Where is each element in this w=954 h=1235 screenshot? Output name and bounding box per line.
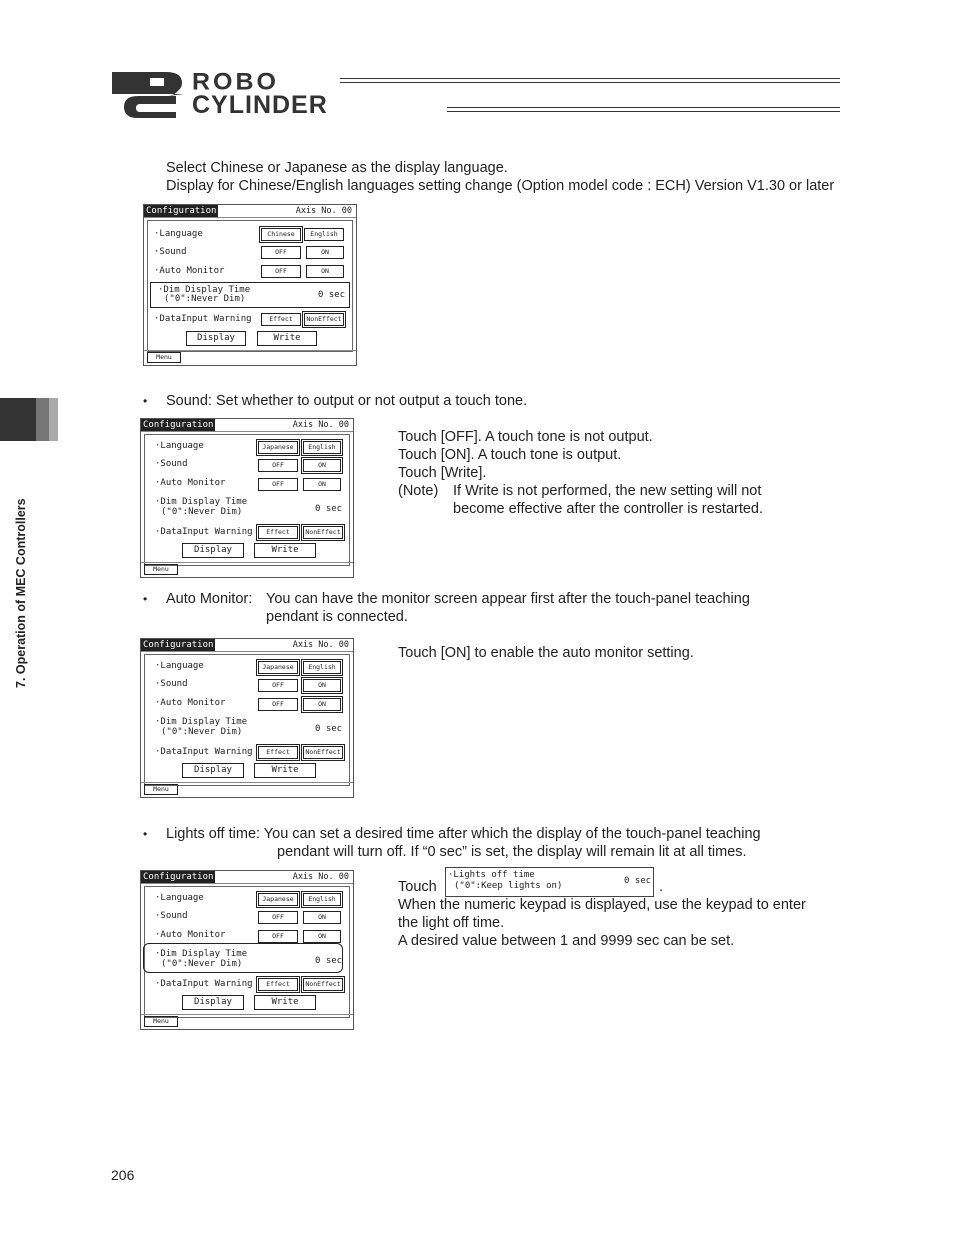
write-button[interactable]: Write (257, 331, 317, 346)
sound-label: ·Sound (155, 679, 188, 689)
header-rule (340, 82, 840, 83)
rc-logo-icon (110, 70, 190, 120)
header-rule (340, 78, 840, 79)
sound-off-button[interactable]: OFF (258, 459, 298, 472)
screen-title: Configuration (143, 640, 214, 650)
noneffect-button[interactable]: NonEffect (304, 313, 344, 326)
lights-note: When the numeric keypad is displayed, use the keypad to enter (398, 897, 806, 913)
lights-off-value: 0 sec (624, 876, 652, 886)
lights-off-label: ·Lights off time (448, 870, 535, 880)
chapter-tab-shade (36, 398, 49, 441)
language-label: ·Language (155, 441, 204, 451)
english-button[interactable]: English (304, 228, 344, 241)
config-screen-2 (140, 418, 354, 578)
auto-off-button[interactable]: OFF (258, 698, 298, 711)
dim-value: 0 sec (315, 956, 343, 966)
japanese-button[interactable]: Japanese (258, 661, 298, 674)
divider (144, 217, 356, 218)
auto-off-button[interactable]: OFF (258, 478, 298, 491)
language-label: ·Language (155, 661, 204, 671)
auto-monitor-label: ·Auto Monitor (155, 930, 226, 940)
warning-label: ·DataInput Warning (155, 527, 253, 537)
dim-label: ·Dim Display Time (155, 717, 248, 727)
auto-heading: You can have the monitor screen appear first after the touch-panel teaching (266, 591, 750, 607)
effect-button[interactable]: Effect (258, 526, 298, 539)
page-number: 206 (111, 1167, 135, 1183)
effect-button[interactable]: Effect (258, 746, 298, 759)
write-button[interactable]: Write (254, 763, 316, 778)
axis-number: Axis No. 00 (292, 420, 349, 430)
display-button[interactable]: Display (182, 543, 244, 558)
lights-note: A desired value between 1 and 9999 sec can be set. (398, 933, 735, 949)
divider (141, 883, 353, 884)
auto-heading: pendant is connected. (266, 609, 408, 625)
dim-label: ·Dim Display Time (158, 285, 251, 295)
lights-off-field[interactable] (445, 867, 654, 897)
write-button[interactable]: Write (254, 995, 316, 1010)
effect-button[interactable]: Effect (261, 313, 301, 326)
chapter-tab (0, 398, 36, 441)
header-rule (447, 111, 840, 112)
bullet: • (143, 394, 148, 408)
sound-heading: Sound: Set whether to output or not output a touch tone. (166, 393, 528, 409)
lights-heading: Lights off time: You can set a desired time after which the display of the touch-panel teaching (166, 826, 761, 842)
touch-label: Touch (398, 879, 437, 895)
warning-label: ·DataInput Warning (155, 979, 253, 989)
menu-button[interactable]: Menu (144, 784, 178, 795)
noneffect-button[interactable]: NonEffect (303, 526, 343, 539)
sound-note: Touch [Write]. (398, 465, 487, 481)
lights-note: the light off time. (398, 915, 505, 931)
intro-line: Display for Chinese/English languages setting change (Option model code : ECH) Version V1.30 or later (166, 178, 835, 194)
sound-note: become effective after the controller is restarted. (453, 501, 764, 517)
divider (141, 562, 353, 563)
effect-button[interactable]: Effect (258, 978, 298, 991)
divider (141, 431, 353, 432)
sound-on-button[interactable]: ON (306, 246, 344, 259)
lights-heading: pendant will turn off. If “0 sec” is set, the display will remain lit at all times. (277, 844, 747, 860)
chapter-tab-shade (49, 398, 58, 441)
sound-on-button[interactable]: ON (303, 459, 341, 472)
header-rule (447, 107, 840, 108)
bullet: • (143, 592, 148, 606)
noneffect-button[interactable]: NonEffect (303, 978, 343, 991)
dim-value: 0 sec (318, 290, 346, 300)
auto-on-button[interactable]: ON (303, 698, 341, 711)
chinese-button[interactable]: Chinese (261, 228, 301, 241)
dim-label: ·Dim Display Time (155, 949, 248, 959)
language-label: ·Language (155, 893, 204, 903)
warning-label: ·DataInput Warning (154, 314, 252, 324)
dim-sublabel: ("0":Never Dim) (161, 959, 243, 969)
auto-on-button[interactable]: ON (303, 930, 341, 943)
english-button[interactable]: English (303, 441, 341, 454)
sound-on-button[interactable]: ON (303, 911, 341, 924)
sound-off-button[interactable]: OFF (261, 246, 301, 259)
display-button[interactable]: Display (182, 995, 244, 1010)
warning-label: ·DataInput Warning (155, 747, 253, 757)
sound-off-button[interactable]: OFF (258, 679, 298, 692)
menu-button[interactable]: Menu (147, 352, 181, 363)
axis-number: Axis No. 00 (295, 206, 352, 216)
screen-title: Configuration (146, 206, 217, 216)
logo-robo: ROBO (192, 68, 279, 96)
config-screen-1 (143, 204, 357, 366)
auto-on-button[interactable]: ON (303, 478, 341, 491)
japanese-button[interactable]: Japanese (258, 893, 298, 906)
bullet: • (143, 827, 148, 841)
divider (141, 651, 353, 652)
english-button[interactable]: English (303, 661, 341, 674)
auto-monitor-label: ·Auto Monitor (155, 698, 226, 708)
chapter-label: 7. Operation of MEC Controllers (14, 498, 28, 688)
divider (144, 350, 356, 351)
auto-heading-label: Auto Monitor: (166, 591, 253, 607)
sound-note: Touch [ON]. A touch tone is output. (398, 447, 622, 463)
japanese-button[interactable]: Japanese (258, 441, 298, 454)
auto-note: Touch [ON] to enable the auto monitor setting. (398, 645, 694, 661)
auto-on-button[interactable]: ON (306, 265, 344, 278)
sound-note: If Write is not performed, the new setting will not (453, 483, 762, 499)
sound-label: ·Sound (155, 459, 188, 469)
auto-monitor-label: ·Auto Monitor (154, 266, 225, 276)
auto-monitor-label: ·Auto Monitor (155, 478, 226, 488)
menu-button[interactable]: Menu (144, 564, 178, 575)
sound-off-button[interactable]: OFF (258, 911, 298, 924)
screen-title: Configuration (143, 420, 214, 430)
screen-title: Configuration (143, 872, 214, 882)
sound-on-button[interactable]: ON (303, 679, 341, 692)
write-button[interactable]: Write (254, 543, 316, 558)
language-label: ·Language (154, 229, 203, 239)
config-screen-4 (140, 870, 354, 1030)
display-button[interactable]: Display (182, 763, 244, 778)
dim-value: 0 sec (315, 504, 343, 514)
auto-off-button[interactable]: OFF (258, 930, 298, 943)
logo-cylinder: CYLINDER (192, 91, 328, 119)
axis-number: Axis No. 00 (292, 640, 349, 650)
dim-sublabel: ("0":Never Dim) (164, 294, 246, 304)
period: . (659, 879, 664, 895)
lights-off-sublabel: ("0":Keep lights on) (454, 881, 563, 891)
display-button[interactable]: Display (186, 331, 246, 346)
sound-note: Touch [OFF]. A touch tone is not output. (398, 429, 653, 445)
english-button[interactable]: English (303, 893, 341, 906)
intro-line: Select Chinese or Japanese as the display language. (166, 160, 508, 176)
auto-off-button[interactable]: OFF (261, 265, 301, 278)
dim-label: ·Dim Display Time (155, 497, 248, 507)
divider (141, 782, 353, 783)
note-label: (Note) (398, 483, 439, 499)
menu-button[interactable]: Menu (144, 1016, 178, 1027)
dim-sublabel: ("0":Never Dim) (161, 727, 243, 737)
config-screen-3 (140, 638, 354, 798)
divider (141, 1014, 353, 1015)
sound-label: ·Sound (154, 247, 187, 257)
axis-number: Axis No. 00 (292, 872, 349, 882)
dim-value: 0 sec (315, 724, 343, 734)
sound-label: ·Sound (155, 911, 188, 921)
noneffect-button[interactable]: NonEffect (303, 746, 343, 759)
dim-sublabel: ("0":Never Dim) (161, 507, 243, 517)
